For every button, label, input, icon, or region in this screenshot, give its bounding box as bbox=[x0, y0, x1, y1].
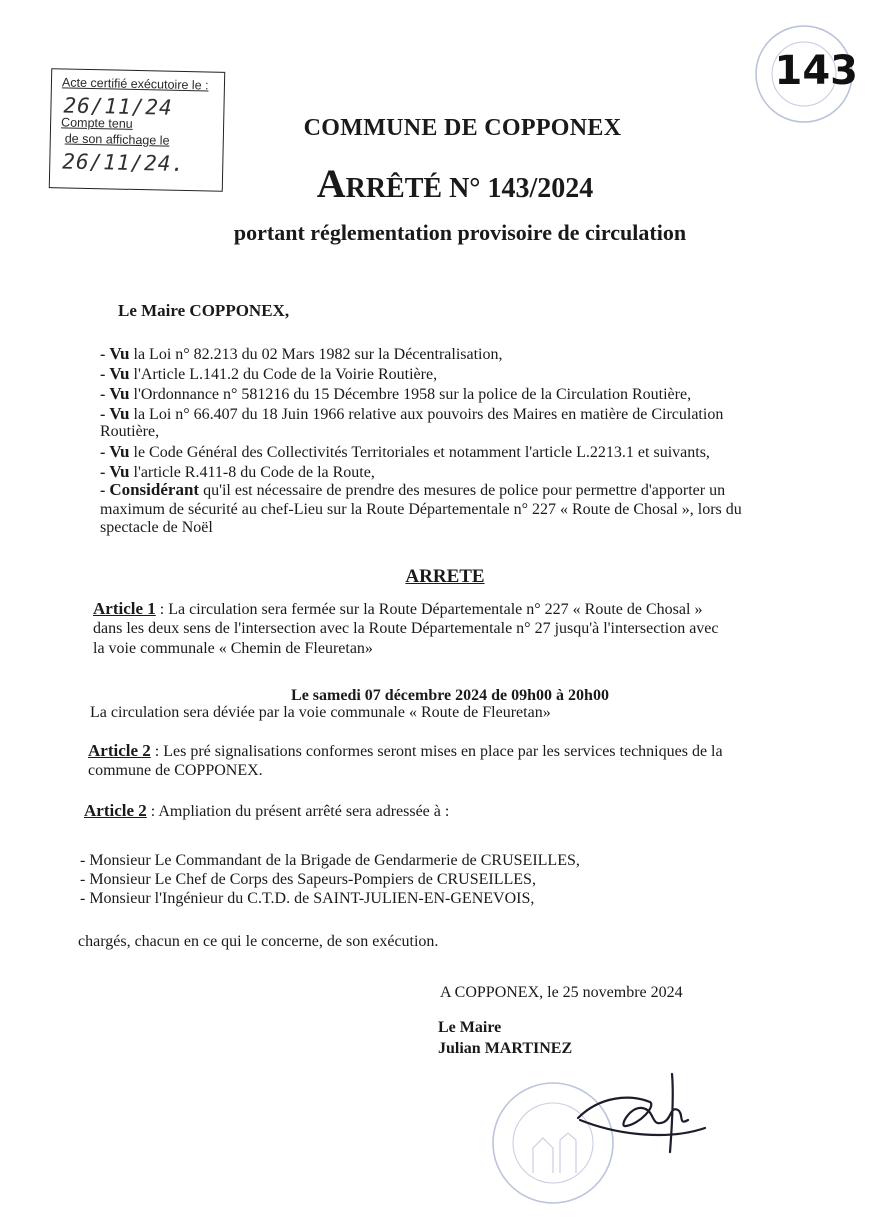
recipient-3: - Monsieur l'Ingénieur du C.T.D. de SAINT-JULIEN-EN-GENEVOIS, bbox=[80, 890, 535, 907]
arrete-rest: RRÊTÉ bbox=[345, 173, 443, 204]
article-1-deviation: La circulation sera déviée par la voie communale « Route de Fleuretan» bbox=[90, 704, 551, 721]
signature-name: Julian MARTINEZ bbox=[438, 1040, 573, 1057]
arrete-heading: ARRETE bbox=[405, 566, 485, 587]
consideration-keyword: Vu bbox=[109, 404, 130, 423]
consideration-text: Routière, bbox=[100, 423, 160, 440]
stamp-date-2: 26/11/24. bbox=[62, 149, 186, 177]
consideration-keyword: Vu bbox=[109, 384, 130, 403]
stamp-line-1: Acte certifié exécutoire le : bbox=[61, 75, 209, 93]
article-1-line-1 bbox=[93, 600, 702, 619]
arrete-subtitle: portant réglementation provisoire de circulation bbox=[233, 220, 687, 245]
consideration-text: la Loi n° 66.407 du 18 Juin 1966 relative aux pouvoirs des Maires en matière de Circulation bbox=[129, 406, 724, 423]
article-1-date: Le samedi 07 décembre 2024 de 09h00 à 20h00 bbox=[291, 687, 609, 704]
consideration-keyword: Vu bbox=[109, 364, 130, 383]
consideration-text: l'Ordonnance n° 581216 du 15 Décembre 1958 sur la police de la Circulation Routière, bbox=[129, 386, 692, 403]
consideration-dash: - bbox=[100, 464, 110, 481]
handwritten-signature bbox=[560, 1066, 710, 1156]
article-1-text-1: : La circulation sera fermée sur la Route Départementale n° 227 « Route de Chosal » bbox=[155, 601, 703, 618]
article-2-label: Article 2 bbox=[88, 741, 151, 760]
article-2-line-2: commune de COPPONEX. bbox=[88, 762, 263, 779]
consideration-text: maximum de sécurité au chef-Lieu sur la Route Départementale n° 227 « Route de Chosal », lors du bbox=[100, 501, 742, 518]
consideration-keyword: Vu bbox=[109, 442, 130, 461]
closing-text: chargés, chacun en ce qui le concerne, de son exécution. bbox=[78, 933, 439, 950]
page-number: 143 bbox=[774, 48, 858, 94]
consideration-dash: - bbox=[100, 444, 110, 461]
consideration-line bbox=[100, 501, 742, 519]
consideration-text: qu'il est nécessaire de prendre des mesures de police pour permettre d'apporter un bbox=[199, 482, 726, 499]
stamp-line-3: de son affichage le bbox=[64, 131, 170, 148]
consideration-text: le Code Général des Collectivités Territoriales et notamment l'article L.2213.1 et suivants, bbox=[129, 444, 710, 461]
consideration-line bbox=[100, 443, 710, 462]
consideration-keyword: Considérant bbox=[109, 480, 200, 499]
stamp-date-1: 26/11/24 bbox=[63, 93, 173, 120]
consideration-line bbox=[100, 385, 691, 404]
consideration-text: spectacle de Noël bbox=[100, 519, 213, 536]
consideration-line bbox=[100, 423, 159, 441]
commune-title: COMMUNE DE COPPONEX bbox=[303, 115, 622, 141]
consideration-line bbox=[100, 405, 723, 424]
stamp-line-2: Compte tenu bbox=[60, 115, 133, 131]
article-2-line-1 bbox=[88, 742, 723, 761]
consideration-text: l'article R.411-8 du Code de la Route, bbox=[129, 464, 375, 481]
consideration-text: la Loi n° 82.213 du 02 Mars 1982 sur la Décentralisation, bbox=[129, 346, 503, 363]
article-2b-text: : Ampliation du présent arrêté sera adressée à : bbox=[146, 803, 450, 820]
signature-title: Le Maire bbox=[438, 1019, 502, 1036]
recipient-2: - Monsieur Le Chef de Corps des Sapeurs-Pompiers de CRUSEILLES, bbox=[80, 871, 536, 888]
consideration-dash: - bbox=[100, 386, 110, 403]
article-2b-line bbox=[84, 802, 449, 821]
mayor-intro: Le Maire COPPONEX, bbox=[118, 301, 290, 320]
consideration-line bbox=[100, 481, 725, 500]
article-1-label: Article 1 bbox=[93, 599, 156, 618]
consideration-line bbox=[100, 345, 503, 364]
consideration-keyword: Vu bbox=[109, 462, 130, 481]
article-1-line-3: la voie communale « Chemin de Fleuretan» bbox=[93, 640, 373, 657]
place-date: A COPPONEX, le 25 novembre 2024 bbox=[440, 984, 683, 1001]
recipient-1: - Monsieur Le Commandant de la Brigade de Gendarmerie de CRUSEILLES, bbox=[80, 852, 580, 869]
consideration-dash: - bbox=[100, 366, 110, 383]
consideration-dash: - bbox=[100, 346, 110, 363]
consideration-line bbox=[100, 365, 437, 384]
consideration-dash: - bbox=[100, 482, 110, 499]
consideration-dash: - bbox=[100, 406, 110, 423]
article-2-text-1: : Les pré signalisations conformes seront mises en place par les services techniques de la bbox=[150, 743, 723, 760]
arrete-initial: A bbox=[316, 161, 346, 206]
arrete-number: N° 143/2024 bbox=[442, 173, 594, 204]
article-1-line-2: dans les deux sens de l'intersection avec la Route Départementale n° 27 jusqu'à l'intersection avec bbox=[93, 620, 719, 637]
consideration-text: l'Article L.141.2 du Code de la Voirie Routière, bbox=[129, 366, 438, 383]
arrete-title bbox=[0, 160, 870, 207]
consideration-line bbox=[100, 519, 213, 537]
article-2b-label: Article 2 bbox=[84, 801, 147, 820]
consideration-keyword: Vu bbox=[109, 344, 130, 363]
